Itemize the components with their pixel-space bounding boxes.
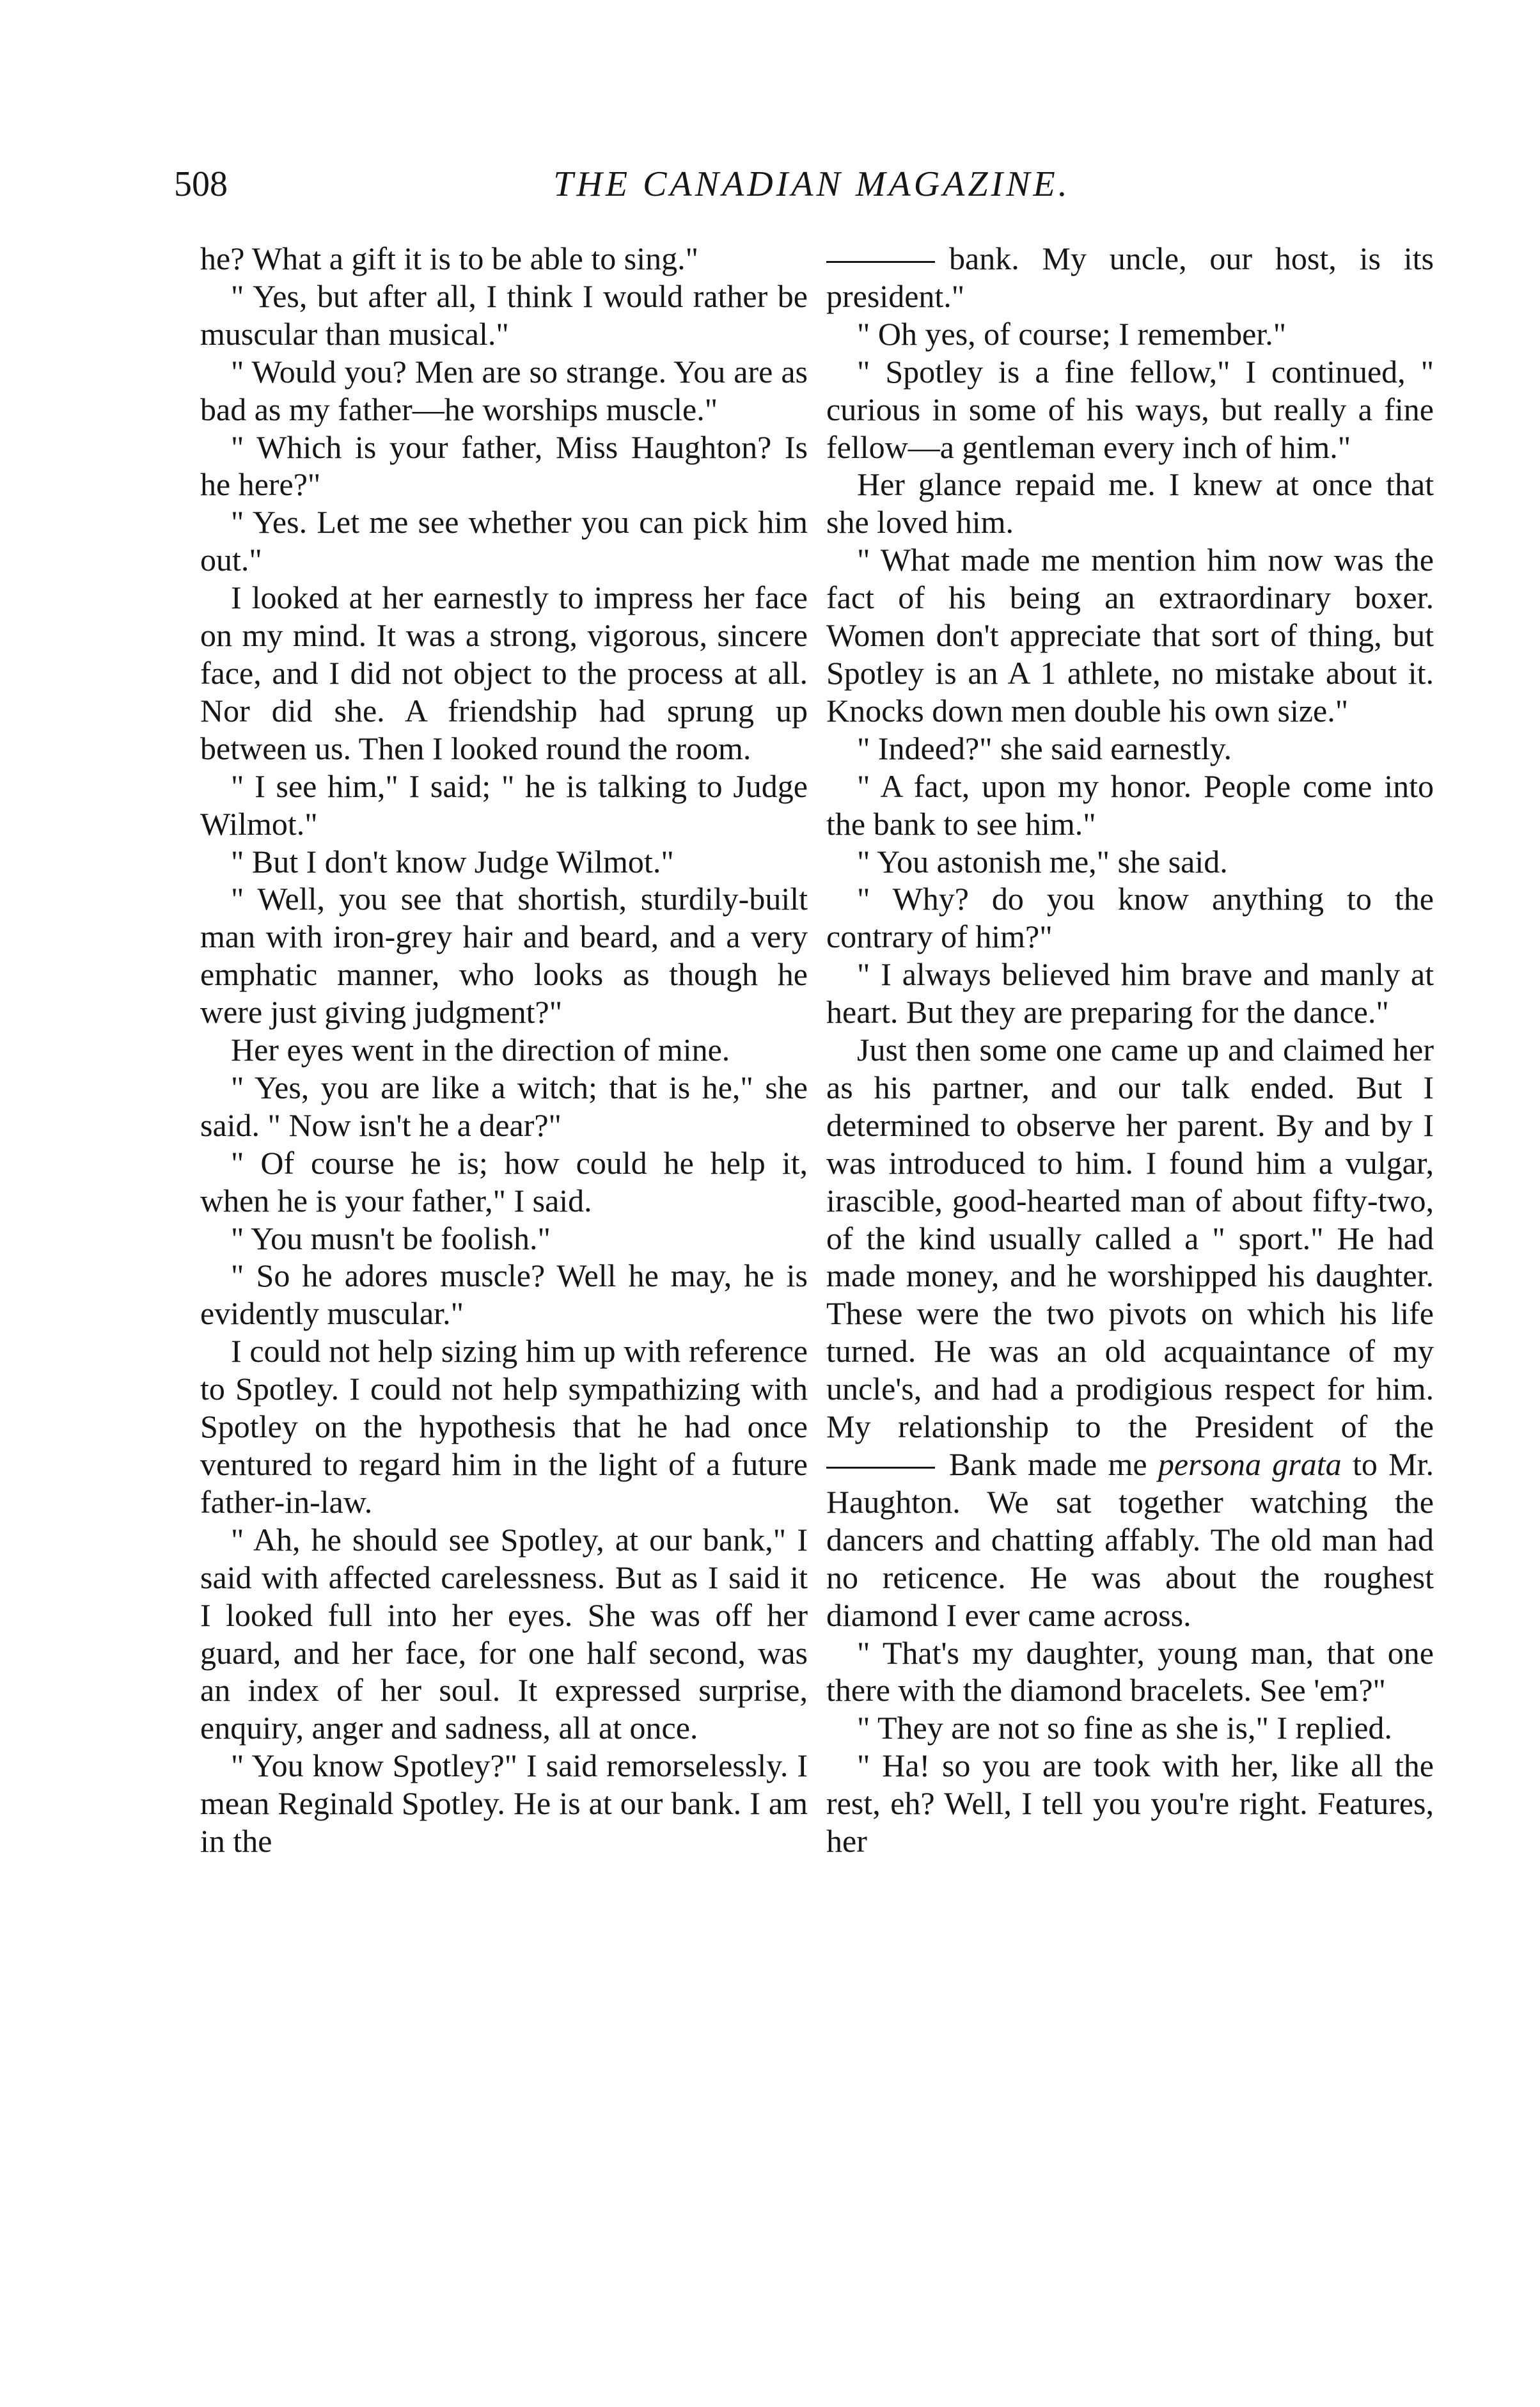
paragraph: " A fact, upon my honor. People come into the bank to see him." — [826, 768, 1434, 842]
paragraph: " Indeed?" she said earnestly. — [857, 730, 1232, 766]
paragraph-text: bank. My uncle, our host, is its president." — [826, 241, 1434, 314]
paragraph-text: Bank made me — [949, 1446, 1147, 1482]
paragraph: " Why? do you know anything to the contrary of him?" — [826, 881, 1434, 955]
paragraph: " I always believed him brave and manly at heart. But they are preparing for the dance." — [826, 956, 1434, 1030]
paragraph: I could not help sizing him up with reference to Spotley. I could not help sympathizing with Spotley on the hypothesis that he had once ventured to regard him in the light of a future father-in-law. — [200, 1333, 808, 1520]
paragraph: " They are not so fine as she is," I replied. — [857, 1710, 1392, 1746]
page-number: 508 — [174, 164, 228, 204]
right-column — [826, 240, 1434, 1860]
paragraph: " Spotley is a fine fellow," I continued, " curious in some of his ways, but really a fine fellow—a gentleman every inch of him." — [826, 353, 1434, 465]
paragraph-text: to Mr. Haughton. We sat together watching the dancers and chatting affably. The old man had no reticence. He was about the roughest diamond I ever came across. — [826, 1446, 1434, 1633]
left-column — [200, 240, 808, 1860]
paragraph: " That's my daughter, young man, that one there with the diamond bracelets. See 'em?" — [826, 1634, 1434, 1709]
paragraph: " Oh yes, of course; I remember." — [857, 315, 1287, 352]
paragraph: " Would you? Men are so strange. You are as bad as my father—he worships muscle." — [200, 353, 808, 427]
paragraph: he? What a gift it is to be able to sing." — [200, 241, 699, 276]
paragraph: " Yes. Let me see whether you can pick him out." — [200, 504, 808, 578]
bank-name-rule — [826, 1467, 935, 1469]
paragraph: Her eyes went in the direction of mine. — [231, 1032, 730, 1068]
bank-name-rule — [826, 261, 935, 263]
paragraph: " What made me mention him now was the fact of his being an extraordinary boxer. Women don't appreciate that sort of thing, but Spotley is an A 1 athlete, no mistake about it. Knocks down men double his own size." — [826, 542, 1434, 729]
paragraph — [826, 240, 1434, 315]
running-title: THE CANADIAN MAGAZINE. — [553, 164, 1071, 204]
paragraph: " Well, you see that shortish, sturdily-built man with iron-grey hair and beard, and a very emphatic manner, who looks as though he were just giving judgment?" — [200, 881, 808, 1030]
paragraph: " You astonish me," she said. — [857, 843, 1228, 880]
paragraph: " But I don't know Judge Wilmot." — [231, 843, 674, 880]
paragraph: " Yes, but after all, I think I would rather be muscular than musical." — [200, 278, 808, 352]
paragraph: " Ah, he should see Spotley, at our bank," I said with affected carelessness. But as I said it I looked full into her eyes. She was off her guard, and her face, for one half second, was an index of her soul. It expressed surprise, enquiry, anger and sadness, all at once. — [200, 1521, 808, 1746]
paragraph: " Which is your father, Miss Haughton? Is he here?" — [200, 429, 808, 503]
paragraph: " You know Spotley?" I said remorselessly. I mean Reginald Spotley. He is at our bank. I am in the — [200, 1748, 808, 1859]
italic-phrase: persona grata — [1158, 1446, 1342, 1482]
paragraph: " Ha! so you are took with her, like all the rest, eh? Well, I tell you you're right. Features, her — [826, 1748, 1434, 1859]
paragraph: " I see him," I said; " he is talking to Judge Wilmot." — [200, 768, 808, 842]
page-header — [174, 161, 1450, 207]
paragraph: " Yes, you are like a witch; that is he," she said. " Now isn't he a dear?" — [200, 1069, 808, 1143]
paragraph: " You musn't be foolish." — [231, 1220, 551, 1256]
paragraph: Her glance repaid me. I knew at once that she loved him. — [826, 466, 1434, 541]
paragraph: I looked at her earnestly to impress her face on my mind. It was a strong, vigorous, sincere face, and I did not object to the process at all. Nor did she. A friendship had sprung up between us. Then I looked round the room. — [200, 580, 808, 766]
paragraph: " So he adores muscle? Well he may, he is evidently muscular." — [200, 1258, 808, 1332]
paragraph-text: Just then some one came up and claimed her as his partner, and our talk ended. But I determined to observe her parent. By and by I was introduced to him. I found him a vulgar, irascible, good-hearted man of about fifty-two, of the kind usually called a " sport." He had made money, and he worshipped his daughter. These were the two pivots on which his life turned. He was an old acquaintance of my uncle's, and had a prodigious respect for him. My relationship to the President of the — [826, 1032, 1434, 1445]
paragraph: " Of course he is; how could he help it, when he is your father," I said. — [200, 1144, 808, 1219]
paragraph — [826, 1031, 1434, 1634]
